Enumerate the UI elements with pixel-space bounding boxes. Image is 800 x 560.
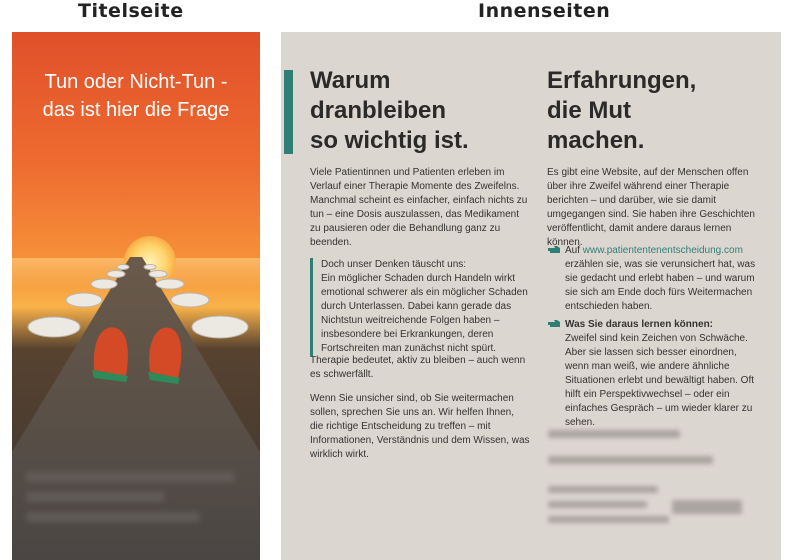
pointing-hand-icon [547,318,561,330]
cover-label: Titelseite [78,0,184,22]
left-heading [310,66,530,156]
tip-learning-title: Was Sie daraus lernen können: [565,319,714,330]
left-heading-line3: so wichtig ist. [310,127,469,154]
left-heading-line2: dranbleiben [310,97,447,124]
quote-block [310,258,537,356]
quote-text: Ein möglicher Schaden durch Handeln wirkt emotional schwerer als ein möglicher Schaden durch Unterlassen. Dabei kann gerade das Nichtstun weitreichende Folgen haben – insbesondere bei Erkrankungen, deren Fortschreiten man zunächst nicht spürt. [321,273,528,354]
tip-website-rest: erzählen sie, was sie verunsichert hat, was sie gedacht und erlebt haben – und warum sie sich am Ende doch fürs Weitermachen entschieden haben. [565,259,756,312]
inner-pages-label: Innenseiten [478,0,611,22]
left-paragraph-3: Wenn Sie unsicher sind, ob Sie weitermachen sollen, sprechen Sie uns an. Wir helfen Ihnen, die richtige Entscheidung zu treffen – mit Informationen, Verständnis und dem Wissen, was wirklich wirkt. [310,393,530,460]
website-link[interactable]: www.patiententenentscheidung.com [582,245,743,256]
right-intro-paragraph: Es gibt eine Website, auf der Menschen offen über ihre Zweifel während einer Therapie berichten – und darüber, wie sie damit umgegangen sind. Sie haben ihre Geschichten veröffentlicht, damit andere daraus lernen können. [547,167,755,248]
tip-website-prefix: Auf [565,245,583,256]
tip-learning [547,318,759,430]
tip-website [547,244,759,314]
cover-title-line2: das ist hier die Frage [42,99,230,121]
accent-bar [284,70,293,154]
tip-learning-body: Zweifel sind kein Zeichen von Schwäche. Aber sie lassen sich besser einordnen, wenn man weiß, wie andere ähnliche Situationen erlebt und bewältigt haben. Oft hilft ein Perspektivwechsel – oder ein einfaches Gespräch – um wieder klarer zu sehen. [565,333,755,428]
cover-title-line1: Tun oder Nicht-Tun - [44,71,228,93]
quote-first-line: Doch unser Denken täuscht uns: [321,259,467,270]
right-heading-line1: Erfahrungen, [547,67,697,94]
right-heading-line3: machen. [547,127,645,154]
tip-website-text [565,244,759,314]
cover-title [12,68,260,124]
left-heading-line1: Warum [310,67,391,94]
left-paragraph-2: Therapie bedeutet, aktiv zu bleiben – auch wenn es schwerfällt. [310,355,526,380]
right-heading-line2: die Mut [547,97,631,124]
blurred-logo [672,500,742,530]
left-intro-paragraph: Viele Patientinnen und Patienten erleben im Verlauf einer Therapie Momente des Zweifelns. Manchmal scheint es einfacher, einfach nichts zu tun – eine Dosis auszulassen, das Medikament zu pausieren oder die Behandlung ganz zu beenden. [310,167,528,248]
cover-page [12,32,260,560]
pointing-hand-icon [547,244,561,256]
tip-learning-text [565,318,759,430]
cover-blurred-footer [20,462,252,552]
right-heading [547,66,767,156]
